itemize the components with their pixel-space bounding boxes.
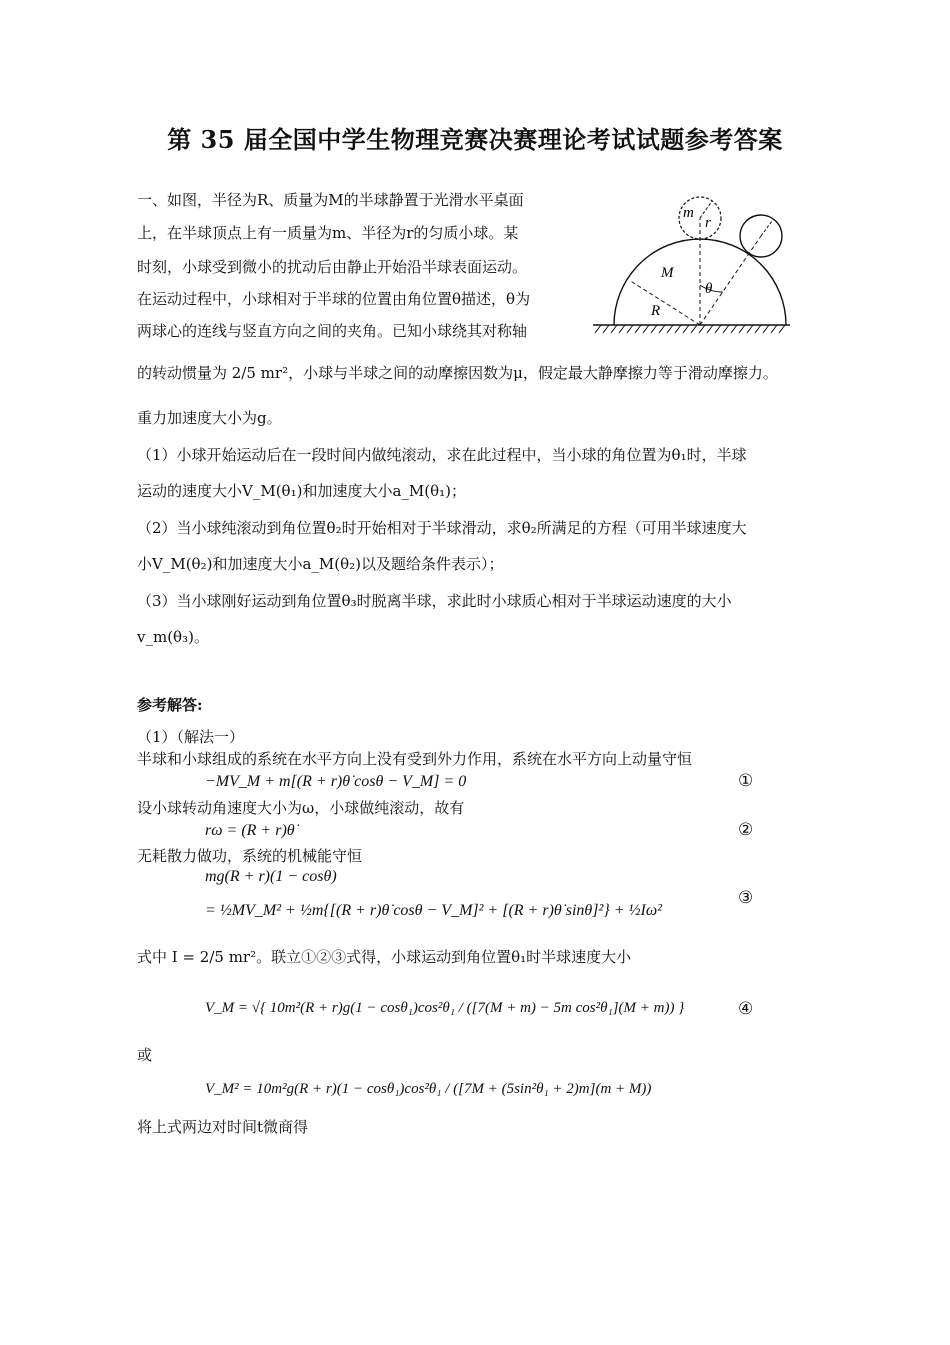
- solution-text: 无耗散力做功，系统的机械能守恒: [137, 847, 363, 865]
- figure-label-r: r: [705, 215, 711, 231]
- question-line: 运动的速度大小V_M(θ₁)和加速度大小a_M(θ₁)；: [137, 482, 466, 500]
- solution-text: 式中 I = 2/5 mr²。联立①②③式得，小球运动到角位置θ₁时半球速度大小: [137, 948, 632, 966]
- equation-number: ①: [738, 771, 754, 791]
- hemisphere-figure: [585, 185, 800, 340]
- equation-4: V_M = √{ 10m²(R + r)g(1 − cosθ₁)cos²θ₁ / ([7(M + m) − 5m cos²θ₁](M + m)) }: [205, 1000, 685, 1016]
- problem-line: 上，在半球顶点上有一质量为m、半径为r的匀质小球。某: [137, 224, 519, 242]
- problem-line: 两球心的连线与竖直方向之间的夹角。已知小球绕其对称轴: [137, 322, 528, 340]
- figure-label-M: M: [661, 265, 674, 281]
- question-line: 小V_M(θ₂)和加速度大小a_M(θ₂)以及题给条件表示）；: [137, 555, 504, 573]
- equation-1: −MV_M + m[(R + r)θ̇ cosθ − V_M] = 0: [205, 773, 467, 790]
- solution-part: （1）（解法一）: [137, 728, 245, 746]
- figure-label-m: m: [683, 205, 694, 221]
- figure-label-R: R: [651, 303, 661, 319]
- equation-5: V_M² = 10m²g(R + r)(1 − cosθ₁)cos²θ₁ / ([7M + (5sin²θ₁ + 2)m](m + M)): [205, 1081, 652, 1097]
- figure-label-theta: θ: [705, 281, 713, 297]
- question-line: v_m(θ₃)。: [137, 628, 209, 646]
- solution-text: 设小球转动角速度大小为ω，小球做纯滚动，故有: [137, 799, 465, 817]
- problem-line: 的转动惯量为 2/5 mr²，小球与半球之间的动摩擦因数为μ，假定最大静摩擦力等于滑动摩擦力。: [137, 364, 778, 382]
- problem-line: 一、如图，半径为R、质量为M的半球静置于光滑水平桌面: [137, 191, 524, 209]
- equation-number: ②: [738, 820, 754, 840]
- equation-2: rω = (R + r)θ̇: [205, 822, 295, 839]
- solution-text: 半球和小球组成的系统在水平方向上没有受到外力作用，系统在水平方向上动量守恒: [137, 750, 693, 768]
- solution-text: 将上式两边对时间t微商得: [137, 1118, 309, 1136]
- equation-3b: = ½MV_M² + ½m{[(R + r)θ̇ cosθ − V_M]² + [(R + r)θ̇ sinθ]²} + ½Iω²: [205, 902, 662, 919]
- equation-3a: mg(R + r)(1 − cosθ): [205, 868, 337, 885]
- problem-line: 重力加速度大小为g。: [137, 409, 282, 427]
- question-line: （3）当小球刚好运动到角位置θ₃时脱离半球，求此时小球质心相对于半球运动速度的大小: [137, 592, 732, 610]
- solution-text: 或: [137, 1046, 153, 1064]
- equation-number: ④: [738, 999, 754, 1019]
- question-line: （2）当小球纯滚动到角位置θ₂时开始相对于半球滑动，求θ₂所满足的方程（可用半球速度大: [137, 519, 747, 537]
- question-line: （1）小球开始运动后在一段时间内做纯滚动，求在此过程中，当小球的角位置为θ₁时，半球: [137, 446, 747, 464]
- problem-line: 时刻，小球受到微小的扰动后由静止开始沿半球表面运动。: [137, 258, 528, 276]
- solution-heading: 参考解答:: [137, 696, 203, 714]
- page-title: 第 35 届全国中学生物理竞赛决赛理论考试试题参考答案: [167, 125, 783, 154]
- equation-number: ③: [738, 888, 754, 908]
- problem-line: 在运动过程中，小球相对于半球的位置由角位置θ描述，θ为: [137, 290, 531, 308]
